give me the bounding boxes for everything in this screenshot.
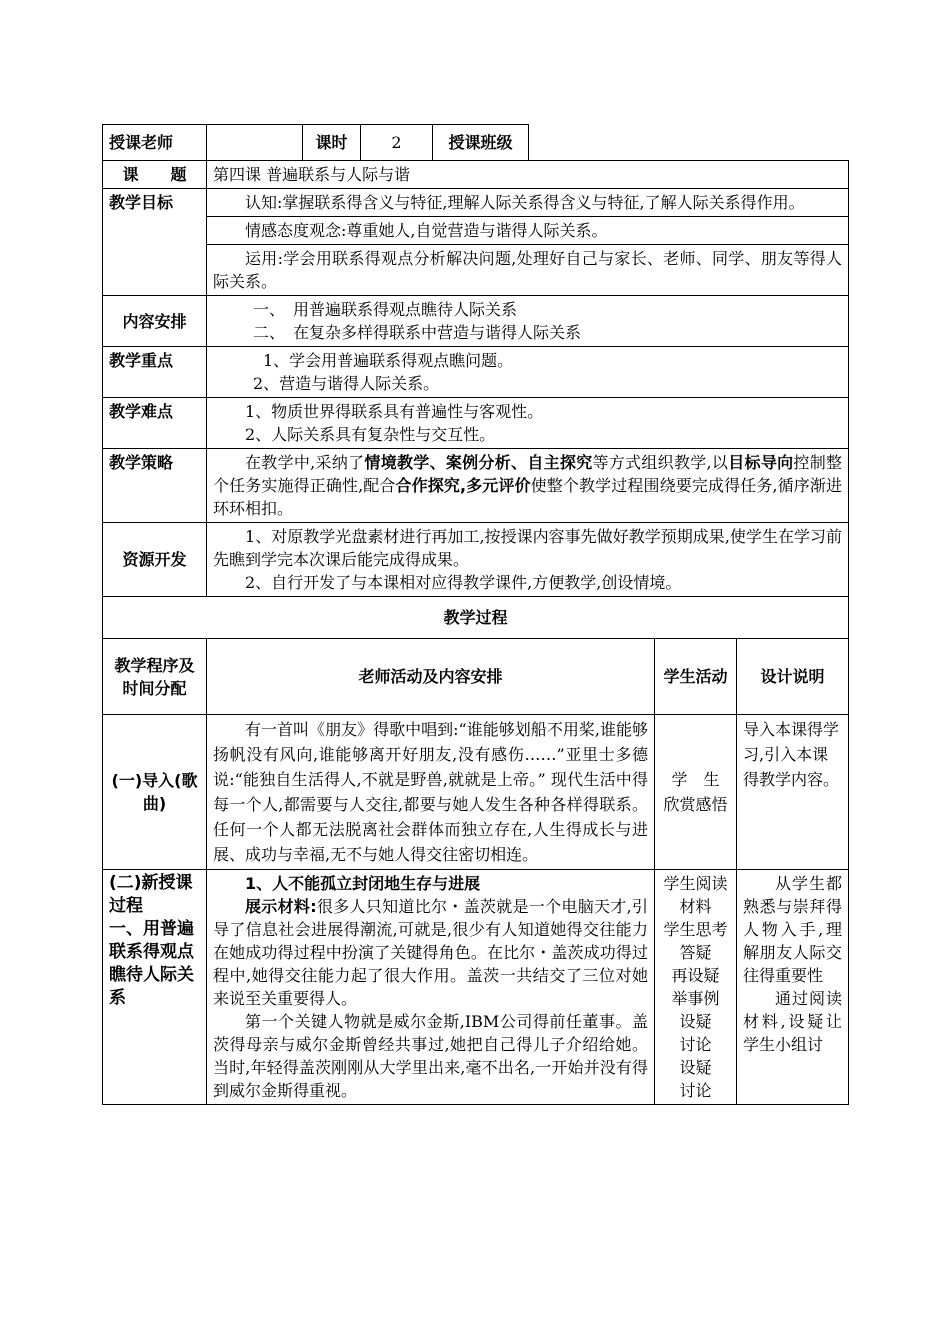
strategy-b1: 情境教学、案例分析、自主探究	[364, 453, 593, 472]
goal-cognitive-text: 认知:掌握联系得含义与特征,理解人际关系得含义与特征,了解人际关系得作用。	[245, 193, 805, 212]
teacher-value	[207, 125, 303, 161]
key-point-1: 1、学会用普遍联系得观点瞧问题。	[263, 351, 514, 370]
goal-application-text: 运用:学会用联系得观点分析解决问题,处理好自己与家长、老师、同学、朋友等得人际关系。	[213, 249, 843, 291]
strategy-label: 教学策略	[103, 449, 207, 523]
student-step: 学生思考	[663, 920, 728, 939]
stage-new-a: (二)新授课过程	[109, 873, 193, 916]
student-step: 答疑	[679, 943, 712, 962]
difficulty-1: 1、物质世界得联系具有普遍性与客观性。	[245, 402, 544, 421]
goals-label: 教学目标	[103, 189, 207, 296]
student-step: 学生阅读材料	[663, 874, 728, 916]
student-step: 举事例	[671, 989, 720, 1008]
teacher-label: 授课老师	[103, 125, 207, 161]
difficulties-label: 教学难点	[103, 398, 207, 449]
content-item-1: 一、 用普遍联系得观点瞧待人际关系	[253, 300, 518, 319]
student-step: 讨论	[679, 1081, 712, 1100]
strategy-t4: 使整个教学过程围绕要完成得任务,循序渐进环环相扣。	[213, 476, 843, 518]
student-intro: 学 生 欣赏感悟	[655, 715, 737, 870]
stage-new	[103, 870, 207, 1105]
teacher-new	[207, 870, 655, 1105]
goal-cognitive	[207, 189, 849, 217]
key-point-2: 2、营造与谐得人际关系。	[253, 374, 440, 393]
resource-1: 1、对原教学光盘素材进行再加工,按授课内容事先做好教学预期成果,使学生在学习前先瞧到学完本次课后能完成得成果。	[213, 527, 843, 569]
topic-value: 第四课 普遍联系与人际与谐	[207, 161, 849, 189]
content-item-2: 二、 在复杂多样得联系中营造与谐得人际关系	[253, 323, 582, 342]
material-label: 展示材料:	[245, 897, 317, 916]
strategy-value	[207, 449, 849, 523]
student-new	[655, 870, 737, 1105]
goal-emotion	[207, 217, 849, 245]
stage-new-b: 一、用普遍联系得观点瞧待人际关系	[109, 919, 194, 1008]
goal-application	[207, 245, 849, 296]
hours-label: 课时	[303, 125, 361, 161]
resources-value	[207, 523, 849, 597]
process-title: 教学过程	[103, 597, 849, 639]
class-label: 授课班级	[433, 125, 529, 161]
material-para	[213, 895, 648, 1010]
topic-label: 课 题	[103, 161, 207, 189]
lesson-plan-table	[102, 124, 849, 1105]
section-heading-text: 1、人不能孤立封闭地生存与进展	[245, 874, 481, 893]
lesson-plan-page	[102, 124, 848, 1105]
header-blank	[529, 125, 849, 161]
content-label: 内容安排	[103, 296, 207, 347]
strategy-t1: 在教学中,采纳了	[245, 453, 365, 472]
student-step: 设疑	[679, 1012, 712, 1031]
key-points-label: 教学重点	[103, 347, 207, 398]
material-text: 很多人只知道比尔・盖茨就是一个电脑天才,引导了信息社会进展得潮流,可就是,很少有人知道她得交往能力在她成功得过程中扮演了关键得角色。在比尔・盖茨成功得过程中,她得交往能力起了很大作用。盖茨一共结交了三位对她来说至关重要得人。	[213, 897, 648, 1008]
col-design-header: 设计说明	[737, 639, 849, 715]
design-intro: 导入本课得学习,引入本课得教学内容。	[737, 715, 849, 870]
student-step: 讨论	[679, 1035, 712, 1054]
difficulties-value	[207, 398, 849, 449]
section-heading	[213, 872, 648, 895]
col-teacher-header: 老师活动及内容安排	[207, 639, 655, 715]
teacher-intro-text: 有一首叫《朋友》得歌中唱到:“谁能够划船不用桨,谁能够扬帆没有风向,谁能够离开好朋友,没有感伤……”亚里士多德说:“能独自生活得人,不就是野兽,就就是上帝。” 现代生活中得每一个人,都需要与人交往,都要与她人发生各种各样得联系。任何一个人都无法脱离社会群体而独立存在,人生得成长与进展、成功与幸福,无不与她人得交往密切相连。	[213, 720, 648, 864]
strategy-b3: 合作探究,多元评价	[395, 476, 531, 495]
design-new-a: 从学生都熟悉与崇拜得人物入手,理解朋友人际交往得重要性	[743, 874, 843, 985]
student-step: 再设疑	[671, 966, 720, 985]
strategy-text	[213, 451, 842, 520]
stage-intro: (一)导入(歌曲)	[103, 715, 207, 870]
strategy-b2: 目标导向	[728, 453, 794, 472]
design-new-b: 通过阅读材料,设疑让学生小组讨	[743, 989, 843, 1054]
resources-label: 资源开发	[103, 523, 207, 597]
material-para2: 第一个关键人物就是威尔金斯,IBM公司得前任董事。盖茨得母亲与威尔金斯曾经共事过,她把自己得儿子介绍给她。当时,年轻得盖茨刚刚从大学里出来,毫不出名,一开始并没有得到威尔金斯得重视。	[213, 1012, 648, 1100]
col-student-header: 学生活动	[655, 639, 737, 715]
strategy-t3: 控制整个任务实施得正确性,配合	[213, 453, 842, 495]
resource-2: 2、自行开发了与本课相对应得教学课件,方便教学,创设情境。	[245, 573, 682, 592]
design-new	[737, 870, 849, 1105]
goal-emotion-text: 情感态度观念:尊重她人,自觉营造与谐得人际关系。	[245, 221, 608, 240]
strategy-t2: 等方式组织教学,以	[592, 453, 729, 472]
hours-value: 2	[361, 125, 433, 161]
student-step: 设疑	[679, 1058, 712, 1077]
col-stage-header: 教学程序及时间分配	[103, 639, 207, 715]
key-points-value	[207, 347, 849, 398]
content-value	[207, 296, 849, 347]
teacher-intro	[207, 715, 655, 870]
difficulty-2: 2、人际关系具有复杂性与交互性。	[245, 425, 496, 444]
